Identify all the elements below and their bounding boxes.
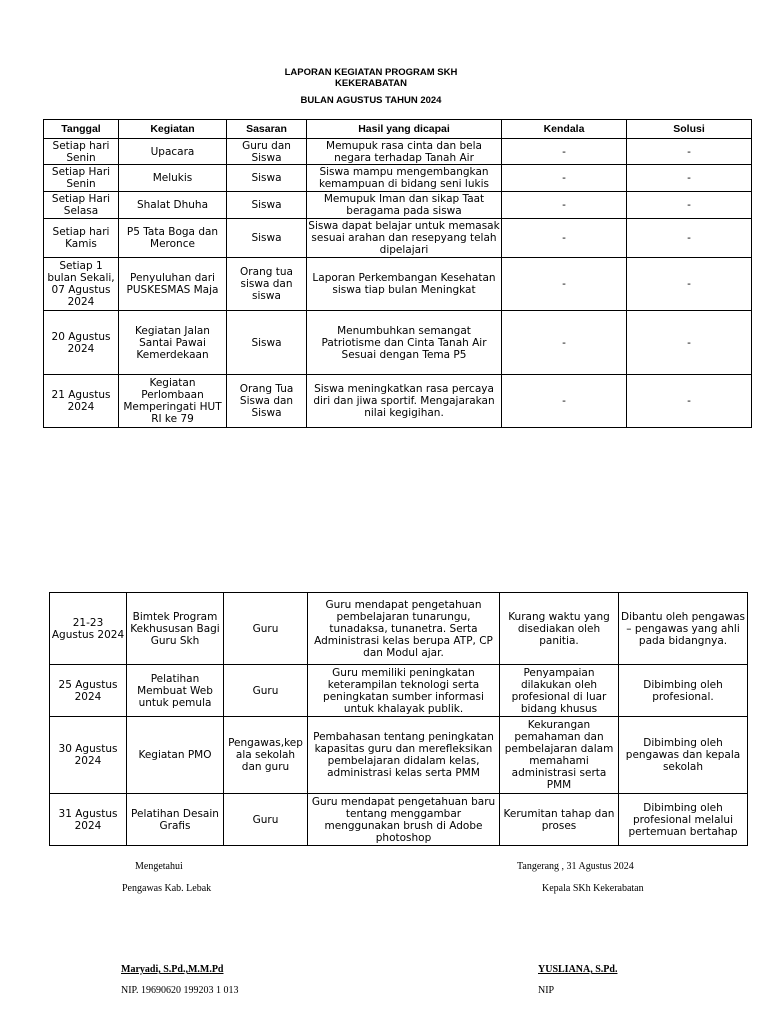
table-row [44, 311, 752, 375]
cell-kegiatan: Pelatihan Desain Grafis [127, 794, 224, 846]
cell-hasil: Siswa meningkatkan rasa percaya diri dan jiwa sportif. Mengajarakan nilai kegigihan. [307, 375, 502, 428]
table-row [44, 258, 752, 311]
principal-name: YUSLIANA, S.Pd. [538, 964, 618, 975]
cell-hasil: Pembahasan tentang peningkatan kapasitas guru dan merefleksikan pembelajaran didalam kelas, administrasi kelas serta PMM [308, 717, 500, 794]
cell-sasaran: Siswa [227, 192, 307, 219]
cell-kendala: - [502, 192, 627, 219]
cell-kegiatan: Penyuluhan dari PUSKESMAS Maja [119, 258, 227, 311]
cell-kegiatan: Upacara [119, 139, 227, 165]
cell-kegiatan: Bimtek Program Kekhususan Bagi Guru Skh [127, 593, 224, 665]
cell-sasaran: Guru [224, 794, 308, 846]
principal-nip: NIP [538, 985, 555, 996]
cell-kendala: - [502, 219, 627, 258]
supervisor-nip: NIP. 19690620 199203 1 013 [121, 985, 239, 996]
cell-sasaran: Orang Tua Siswa dan Siswa [227, 375, 307, 428]
report-title-line2: KEKERABATAN [335, 78, 407, 89]
cell-tanggal: Setiap Hari Senin [44, 165, 119, 192]
cell-sasaran: Guru [224, 665, 308, 717]
activity-table [43, 119, 752, 428]
header-hasil: Hasil yang dicapai [307, 120, 502, 139]
cell-solusi: Dibantu oleh pengawas – pengawas yang ahli pada bidangnya. [619, 593, 748, 665]
report-period: BULAN AGUSTUS TAHUN 2024 [300, 95, 442, 106]
cell-kegiatan: Shalat Dhuha [119, 192, 227, 219]
table-row [44, 165, 752, 192]
table-row [50, 794, 748, 846]
table-row [44, 219, 752, 258]
cell-tanggal: Setiap 1 bulan Sekali, 07 Agustus 2024 [44, 258, 119, 311]
cell-hasil: Siswa dapat belajar untuk memasak sesuai arahan dan resepyang telah dipelajari [308, 220, 500, 256]
cell-kegiatan: Melukis [119, 165, 227, 192]
table-row [50, 593, 748, 665]
cell-kegiatan: Kegiatan Jalan Santai Pawai Kemerdekaan [119, 311, 227, 375]
cell-sasaran: Siswa [227, 219, 307, 258]
cell-kendala: - [502, 375, 627, 428]
cell-kendala: - [502, 258, 627, 311]
cell-tanggal: 20 Agustus 2024 [44, 311, 119, 375]
cell-tanggal: Setiap hari Senin [44, 139, 119, 165]
supervisor-name: Maryadi, S.Pd.,M.M.Pd [121, 964, 224, 975]
cell-kendala: - [502, 139, 627, 165]
table-header-row [44, 120, 752, 139]
cell-tanggal: 21 Agustus 2024 [44, 375, 119, 428]
cell-hasil: Guru mendapat pengetahuan baru tentang menggambar menggunakan brush di Adobe photoshop [308, 794, 500, 846]
cell-solusi: - [627, 139, 752, 165]
cell-kendala: - [502, 311, 627, 375]
cell-solusi: - [627, 375, 752, 428]
header-tanggal: Tanggal [44, 120, 119, 139]
cell-solusi: Dibimbing oleh profesional melalui pertemuan bertahap [619, 794, 748, 846]
header-kendala: Kendala [502, 120, 627, 139]
cell-tanggal: 31 Agustus 2024 [50, 794, 127, 846]
cell-sasaran: Guru dan Siswa [227, 139, 307, 165]
cell-solusi: Dibimbing oleh pengawas dan kepala sekolah [619, 717, 748, 794]
cell-tanggal: Setiap Hari Selasa [44, 192, 119, 219]
cell-hasil: Menumbuhkan semangat Patriotisme dan Cinta Tanah Air Sesuai dengan Tema P5 [307, 311, 502, 375]
cell-sasaran: Guru [224, 593, 308, 665]
cell-tanggal: 21-23 Agustus 2024 [50, 593, 127, 665]
cell-sasaran: Pengawas,kep ala sekolah dan guru [224, 717, 308, 794]
cell-tanggal: Setiap hari Kamis [44, 219, 119, 258]
header-sasaran: Sasaran [227, 120, 307, 139]
cell-hasil: Memupuk rasa cinta dan bela negara terhadap Tanah Air [307, 139, 502, 165]
table-row [50, 717, 748, 794]
cell-kendala: Kerumitan tahap dan proses [500, 794, 619, 846]
cell-kendala: - [502, 165, 627, 192]
cell-solusi: Dibimbing oleh profesional. [619, 665, 748, 717]
cell-solusi: - [627, 258, 752, 311]
cell-solusi: - [627, 219, 752, 258]
principal-position: Kepala SKh Kekerabatan [542, 883, 644, 894]
cell-hasil: Laporan Perkembangan Kesehatan siswa tiap bulan Meningkat [307, 258, 502, 311]
cell-sasaran: Siswa [227, 165, 307, 192]
cell-tanggal: 25 Agustus 2024 [50, 665, 127, 717]
table-row [44, 192, 752, 219]
cell-sasaran: Orang tua siswa dan siswa [227, 258, 307, 311]
place-date: Tangerang , 31 Agustus 2024 [517, 861, 634, 872]
cell-kegiatan: P5 Tata Boga dan Meronce [119, 219, 227, 258]
cell-hasil: Guru memiliki peningkatan keterampilan teknologi serta peningkatan sumber informasi untuk khalayak publik. [308, 665, 500, 717]
activity-table-continued [49, 592, 748, 846]
cell-kendala: Kurang waktu yang disediakan oleh panitia. [500, 593, 619, 665]
cell-kegiatan: Kegiatan Perlombaan Memperingati HUT RI ke 79 [119, 375, 227, 428]
cell-sasaran: Siswa [227, 311, 307, 375]
cell-tanggal: 30 Agustus 2024 [50, 717, 127, 794]
cell-hasil: Guru mendapat pengetahuan pembelajaran tunarungu, tunadaksa, tunanetra. Serta Administrasi kelas berupa ATP, CP dan Modul ajar. [308, 593, 500, 665]
report-title: LAPORAN KEGIATAN PROGRAM SKH [284, 67, 458, 78]
table-row [44, 139, 752, 165]
cell-solusi: - [627, 165, 752, 192]
cell-kegiatan: Kegiatan PMO [127, 717, 224, 794]
table-row [50, 665, 748, 717]
table-row [44, 375, 752, 428]
cell-kendala: Kekurangan pemahaman dan pembelajaran dalam memahami administrasi serta PMM [500, 717, 619, 794]
header-kegiatan: Kegiatan [119, 120, 227, 139]
cell-hasil: Memupuk Iman dan sikap Taat beragama pada siswa [307, 192, 502, 219]
cell-hasil: Siswa mampu mengembangkan kemampuan di bidang seni lukis [307, 165, 502, 192]
header-solusi: Solusi [627, 120, 752, 139]
cell-solusi: - [627, 311, 752, 375]
cell-solusi: - [627, 192, 752, 219]
supervisor-position: Pengawas Kab. Lebak [122, 883, 212, 894]
cell-kendala: Penyampaian dilakukan oleh profesional di luar bidang khusus [500, 665, 619, 717]
cell-kegiatan: Pelatihan Membuat Web untuk pemula [127, 665, 224, 717]
signature-known-label: Mengetahui [135, 861, 183, 872]
